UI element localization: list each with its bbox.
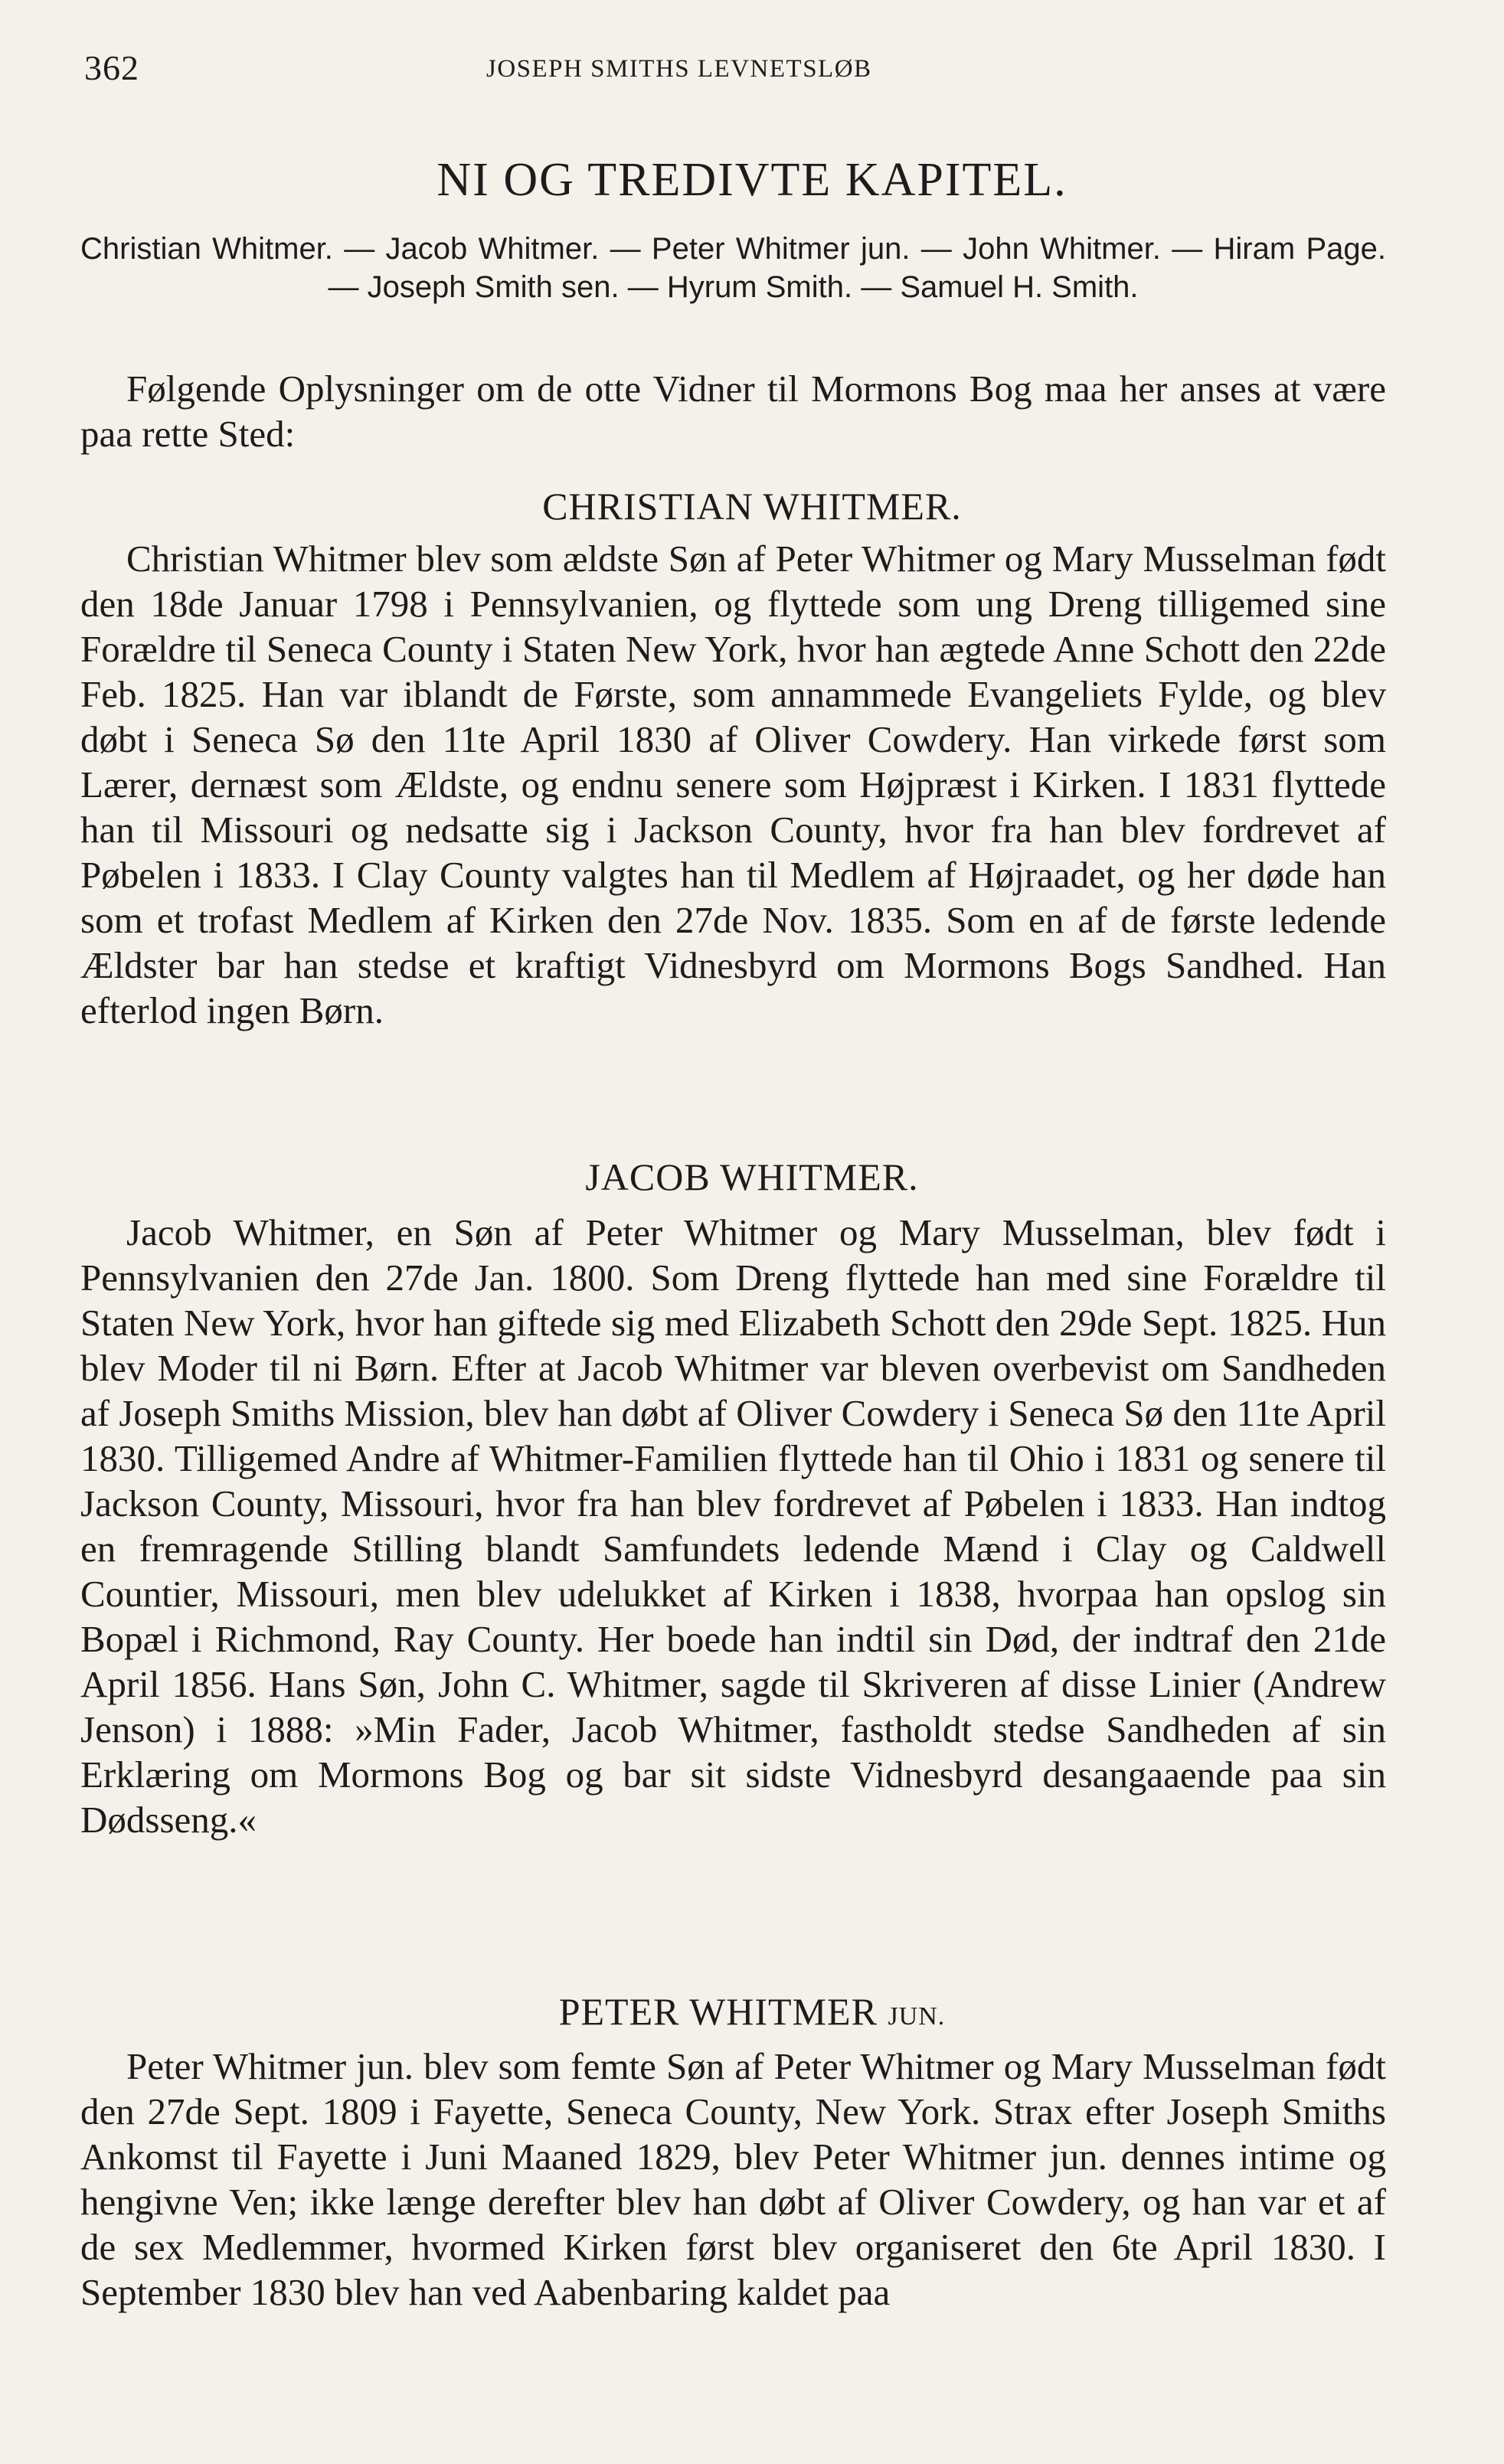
section-heading-christian-whitmer: CHRISTIAN WHITMER. [542, 485, 962, 528]
intro-paragraph: Følgende Oplysninger om de otte Vidner til Mormons Bog maa her anses at være paa rette Sted: [80, 368, 1386, 455]
section-heading-peter-main: PETER WHITMER [558, 1990, 878, 2033]
section-heading-peter-whitmer-jun [0, 1989, 1504, 2034]
paragraph-peter-whitmer-jun: Peter Whitmer jun. blev som femte Søn af Peter Whitmer og Mary Musselman født den 27de Sept. 1809 i Fayette, Seneca County, New York. Strax efter Joseph Smiths Ankomst til Fayette i Juni Maaned 1829, blev Peter Whitmer jun. dennes intime og hengivne Ven; ikke længe derefter blev han døbt af Oliver Cowdery, og han var et af de sex Medlemmer, hvormed Kirken først blev organiseret den 6te April 1830. I September 1830 blev han ved Aabenbaring kaldet paa [80, 2045, 1386, 2313]
running-head [84, 47, 1386, 93]
chapter-title: NI OG TREDIVTE KAPITEL. [436, 154, 1068, 206]
chapter-synopsis: Christian Whitmer. — Jacob Whitmer. — Peter Whitmer jun. — John Whitmer. — Hiram Page. — Joseph Smith sen. — Hyrum Smith. — Samuel H. Smith. [80, 232, 1386, 304]
section-heading-peter-suffix: JUN. [888, 2002, 946, 2031]
section-heading-jacob-whitmer: JACOB WHITMER. [585, 1155, 919, 1198]
paragraph-jacob-whitmer: Jacob Whitmer, en Søn af Peter Whitmer og Mary Musselman, blev født i Pennsylvanien den 27de Jan. 1800. Som Dreng flyttede han med sine Forældre til Staten New York, hvor han giftede sig med Elizabeth Schott den 29de Sept. 1825. Hun blev Moder til ni Børn. Efter at Jacob Whitmer var bleven overbevist om Sandheden af Joseph Smiths Mission, blev han døbt af Oliver Cowdery i Seneca Sø den 11te April 1830. Tilligemed Andre af Whitmer-Familien flyttede han til Ohio i 1831 og senere til Jackson County, Missouri, hvor fra han blev fordrevet af Pøbelen i 1833. Han indtog en fremragende Stilling blandt Samfundets ledende Mænd i Clay og Caldwell Countier, Missouri, men blev udelukket af Kirken i 1838, hvorpaa han opslog sin Bopæl i Richmond, Ray County. Her boede han indtil sin Død, der indtraf den 21de April 1856. Hans Søn, John C. Whitmer, sagde til Skriveren af disse Linier (Andrew Jenson) i 1888: »Min Fader, Jacob Whitmer, fastholdt stedse Sandheden af sin Erklæring om Mormons Bog og bar sit sidste Vidnesbyrd desangaaende paa sin Dødsseng.« [80, 1211, 1386, 1841]
running-title: JOSEPH SMITHS LEVNETSLØB [486, 55, 872, 83]
page-number: 362 [84, 48, 139, 87]
paragraph-christian-whitmer: Christian Whitmer blev som ældste Søn af Peter Whitmer og Mary Musselman født den 18de Januar 1798 i Pennsylvanien, og flyttede som ung Dreng tilligemed sine Forældre til Seneca County i Staten New York, hvor han ægtede Anne Schott den 22de Feb. 1825. Han var iblandt de Første, som annammede Evangeliets Fylde, og blev døbt i Seneca Sø den 11te April 1830 af Oliver Cowdery. Han virkede først som Lærer, dernæst som Ældste, og endnu senere som Højpræst i Kirken. I 1831 flyttede han til Missouri og nedsatte sig i Jackson County, hvor fra han blev fordrevet af Pøbelen i 1833. I Clay County valgtes han til Medlem af Højraadet, og her døde han som et trofast Medlem af Kirken den 27de Nov. 1835. Som en af de første ledende Ældster bar han stedse et kraftigt Vidnesbyrd om Mormons Bogs Sandhed. Han efterlod ingen Børn. [80, 538, 1386, 1031]
